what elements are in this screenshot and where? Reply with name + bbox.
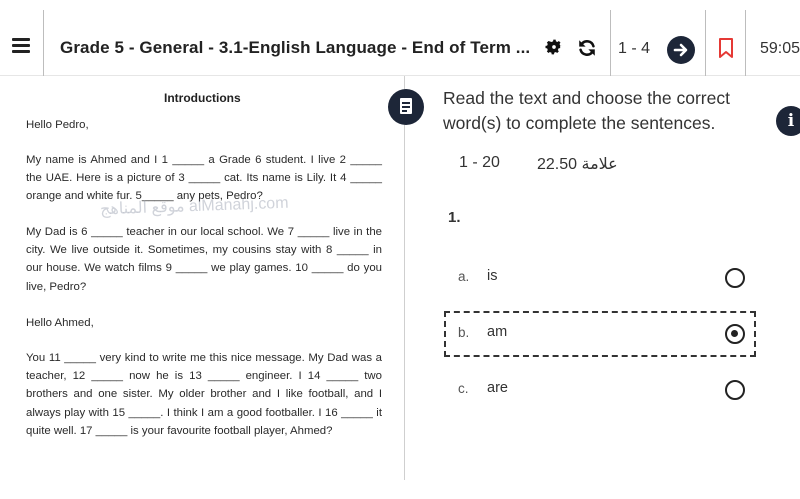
marks-label: 22.50 علامة bbox=[537, 156, 618, 173]
option-letter: b. bbox=[458, 325, 470, 340]
option-text: are bbox=[487, 380, 508, 396]
radio-button[interactable] bbox=[725, 380, 745, 400]
passage-paragraph: My name is Ahmed and I 1 _____ a Grade 6 student. I live 2 _____ the UAE. Here is a picture of 3 _____ cat. Its name is Lily. It 4 _____ orange and white fur. 5_____ any pets, Pedro? bbox=[26, 154, 382, 203]
refresh-icon[interactable] bbox=[576, 37, 598, 59]
next-page-button[interactable] bbox=[667, 36, 695, 64]
top-bar bbox=[0, 0, 800, 76]
option-b[interactable] bbox=[444, 311, 756, 357]
divider bbox=[705, 10, 706, 76]
radio-button-selected[interactable] bbox=[725, 324, 745, 344]
info-icon[interactable]: i bbox=[776, 106, 800, 136]
divider bbox=[43, 10, 44, 76]
option-text: is bbox=[487, 268, 498, 284]
divider bbox=[610, 10, 611, 76]
exam-title: Grade 5 - General - 3.1-English Language - End of Term ... bbox=[60, 38, 531, 57]
reading-passage bbox=[0, 76, 405, 499]
passage-greeting: Hello Pedro, bbox=[26, 119, 89, 131]
page-range: 1 - 4 bbox=[618, 40, 651, 57]
option-text: am bbox=[487, 324, 508, 340]
gear-icon[interactable] bbox=[544, 37, 564, 57]
bookmark-icon[interactable] bbox=[718, 37, 734, 59]
question-number: 1. bbox=[448, 209, 461, 226]
radio-button[interactable] bbox=[725, 268, 745, 288]
option-letter: a. bbox=[458, 269, 470, 284]
question-instruction: Read the text and choose the correct word(s) to complete the sentences. bbox=[443, 88, 730, 133]
option-c[interactable] bbox=[444, 367, 756, 413]
divider bbox=[745, 10, 746, 76]
passage-paragraph: My Dad is 6 _____ teacher in our local school. We 7 _____ live in the city. We live outside it. Sometimes, my cousins stay with 8 _____ in our house. We watch films 9 _____ we play games. 10 _____ do you live, Pedro? bbox=[26, 226, 382, 293]
passage-title: Introductions bbox=[164, 91, 241, 105]
arrow-right-icon bbox=[667, 36, 695, 64]
watermark: موقع المناهج alManahj.com bbox=[99, 194, 289, 219]
passage-greeting: Hello Ahmed, bbox=[26, 317, 94, 329]
option-a[interactable] bbox=[444, 255, 756, 301]
document-icon[interactable] bbox=[388, 89, 424, 125]
timer: 59:05 bbox=[760, 40, 800, 57]
hamburger-menu-icon[interactable] bbox=[12, 38, 30, 54]
passage-paragraph: You 11 _____ very kind to write me this nice message. My Dad was a teacher, 12 _____ now he is 13 _____ engineer. I 14 _____ two brothers and one sister. My older brother and I like football, and I always play with 15 _____. I think I am a good footballer. I 16 _____ it quite well. 17 _____ is your favourite football player, Ahmed? bbox=[26, 352, 382, 437]
question-range: 1 - 20 bbox=[459, 154, 500, 171]
option-letter: c. bbox=[458, 381, 469, 396]
panel-divider bbox=[404, 76, 405, 480]
